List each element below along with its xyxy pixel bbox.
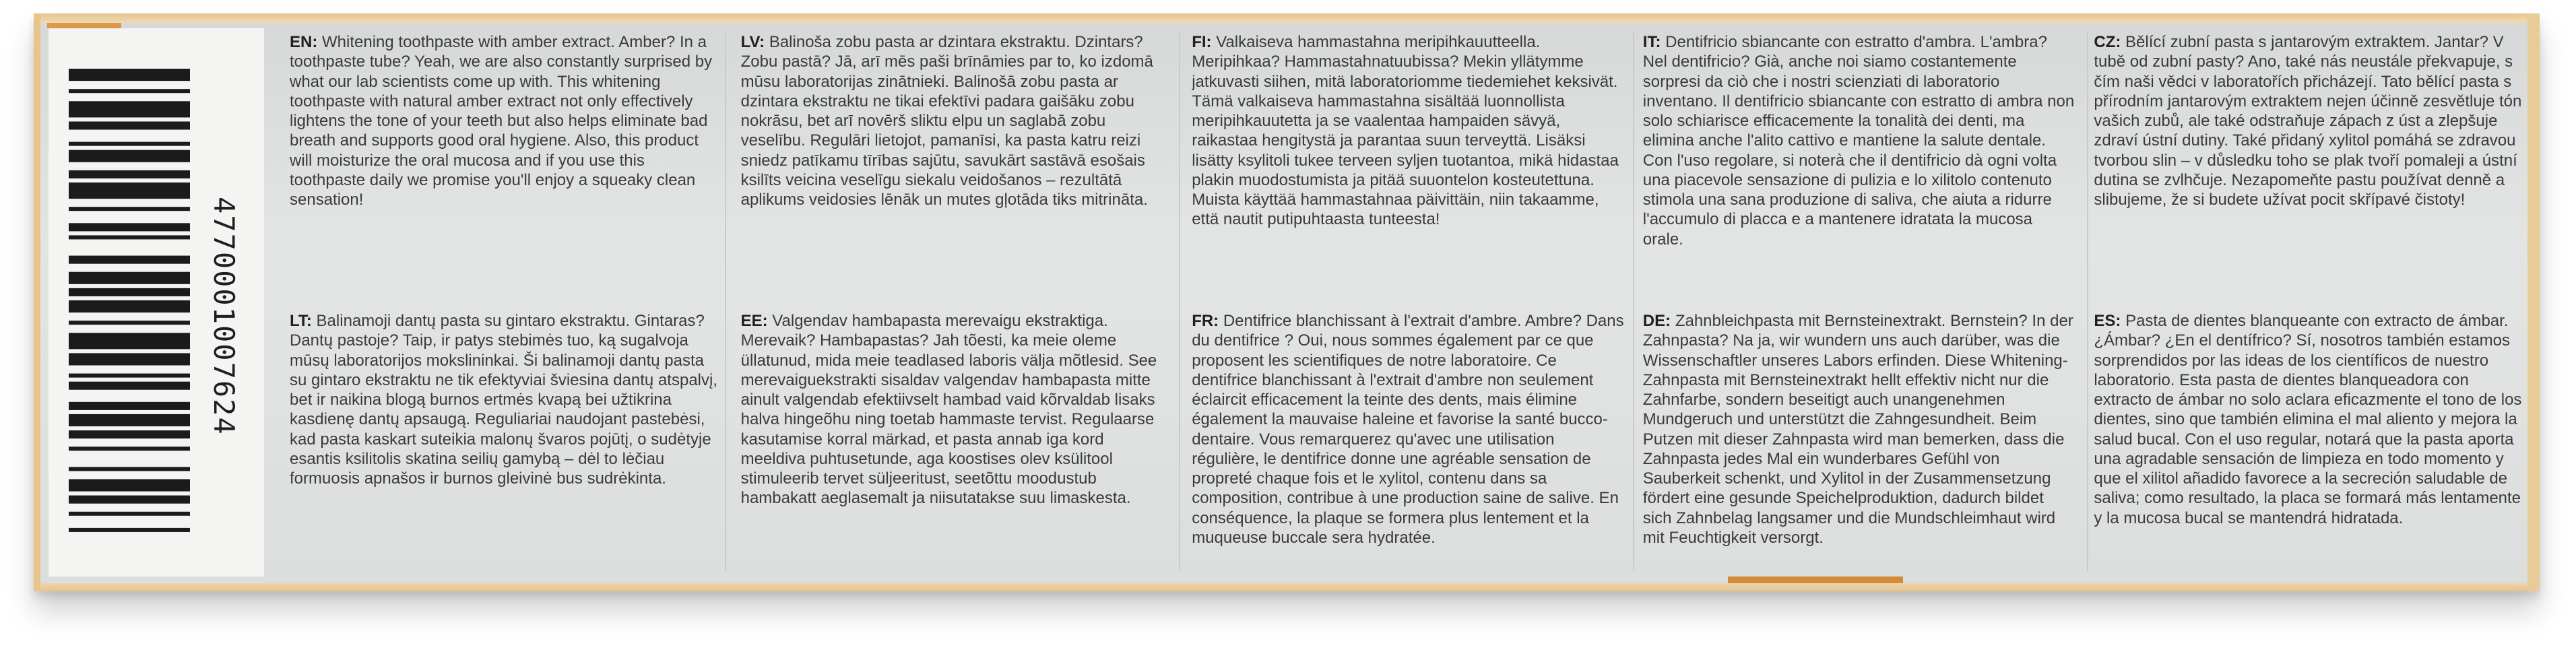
barcode-bar	[69, 479, 190, 491]
language-code: LV:	[740, 33, 765, 51]
language-code: DE:	[1642, 312, 1671, 330]
barcode-bar	[69, 402, 190, 410]
barcode-bar	[69, 121, 190, 129]
language-code: EE:	[740, 312, 768, 330]
barcode-bar	[69, 101, 190, 117]
barcode-bar	[69, 447, 190, 451]
language-code: ES:	[2094, 312, 2121, 330]
barcode-bar	[69, 430, 190, 438]
description-text: Dentifrice blanchissant à l'extrait d'ambre. Ambre? Dans du dentifrice ? Oui, nous sommes également par ce que proposent les scientifiques de notre laboratoire. Ce dentifrice blanchissant à l'extrait d'ambre non seulement éclaircit efficacement la teinte des dents, mais élimine également la mauvaise haleine et favorise la santé bucco-dentaire. Vous remarquerez qu'avec une utilisation régulière, le dentifrice donne une agréable sensation de propreté chaque fois et le xylitol, contenu dans sa composition, contribue à une production saine de salive. En conséquence, la plaque se formera plus lentement et la muqueuse buccale sera hydratée.	[1192, 312, 1624, 547]
barcode-bar	[69, 467, 190, 471]
language-code: FI:	[1192, 33, 1212, 51]
barcode-bar	[69, 382, 190, 390]
barcode-bar	[69, 207, 190, 211]
description-cz	[2094, 32, 2526, 299]
description-fr	[1192, 311, 1624, 578]
language-code: EN:	[290, 33, 318, 51]
language-code: CZ:	[2094, 33, 2121, 51]
barcode-number: 4770001007624	[207, 197, 240, 436]
description-text: Zahnbleichpasta mit Bernsteinextrakt. Bernstein? In der Zahnpasta? Na ja, wir wundern uns auch darüber, was die Wissenschaftler unseres Labors erfinden. Diese Whitening-Zahnpasta mit Bernsteinextrakt hellt effektiv nicht nur die Zahnfarbe, sondern beseitigt auch unangenehmen Mundgeruch und unterstützt die Zahngesundheit. Beim Putzen mit dieser Zahnpasta wird man bemerken, dass die Zahnpasta jedes Mal ein wunderbares Gefühl von Sauberkeit schenkt, und Xylitol in der Zusammensetzung fördert eine gesunde Speichelproduktion, dadurch bildet sich Zahnbelag langsamer und die Mundschleimhaut wird mit Feuchtigkeit versorgt.	[1642, 312, 2073, 547]
description-text: Bělící zubní pasta s jantarovým extraktem. Jantar? V tubě od zubní pasty? Ano, také nás neustále překvapuje, s čím naši vědci v laboratořích přicházejí. Tato bělící pasta s přírodním jantarovým extraktem nejen účinně zesvětluje tón vašich zubů, ale také odstraňuje zápach z úst a zlepšuje zdraví ústní dutiny. Také přidaný xylitol pomáhá se zdravou tvorbou slin – v důsledku toho se plak tvoří pomaleji a ústní dutina se zvlhčuje. Nezapomeňte pastu používat denně a slibujeme, že si budete užívat pocit skřípavé čistoty!	[2094, 33, 2522, 209]
barcode-bar	[69, 374, 190, 378]
multilingual-description-grid	[283, 32, 2533, 578]
description-ee	[741, 311, 1173, 578]
description-es	[2094, 311, 2526, 578]
description-fi	[1192, 32, 1624, 299]
barcode-bar	[69, 170, 190, 178]
barcode-bar	[69, 256, 190, 264]
amber-accent-stripe-top	[47, 23, 121, 28]
description-text: Pasta de dientes blanqueante con extracto de ámbar. ¿Ámbar? ¿En el dentífrico? Sí, nosotros también estamos sorprendidos por las ideas de los científicos de nuestro laboratorio. Esta pasta de dientes blanqueadora con extracto de ámbar no solo aclara eficazmente el tono de los dientes, sino que también elimina el mal aliento y mejora la salud bucal. Con el uso regular, notará que la pasta aporta una agradable sensación de limpieza en todo momento y que el xilitol añadido favorece a la secreción saludable de saliva; como resultado, la placa se formará más lentamente y la mucosa bucal se mantendrá hidratada.	[2094, 312, 2522, 527]
language-code: FR:	[1192, 312, 1219, 330]
barcode-bar	[69, 235, 190, 239]
barcode-bar	[69, 300, 190, 312]
description-text: Balinoša zobu pasta ar dzintara ekstraktu. Dzintars? Zobu pastā? Jā, arī mēs paši brīnāmies par to, ko izdomā mūsu laboratorijas zinātnieki. Balinošā zobu pasta ar dzintara ekstraktu ne tikai efektīvi padara gaišāku zobu nokrāsu, bet arī novērš sliktu elpu un saglabā zobu veselību. Regulāri lietojot, pamanīsi, ka pasta katru reizi sniedz patīkamu tīrības sajūtu, savukārt sastāvā esošais ksilīts veicina veselīgu siekalu veidošanos – rezultātā aplikums veidosies lēnāk un mutes gļotāda tiks mitrināta.	[740, 33, 1153, 209]
barcode-bar	[69, 223, 190, 231]
description-lt	[290, 311, 722, 578]
barcode-bar	[69, 528, 190, 532]
toothpaste-box-side-panel	[34, 13, 2540, 591]
description-text: Valkaiseva hammastahna meripihkauutteella. Meripihkaa? Hammastahnatuubissa? Mekin yllätymme jatkuvasti siihen, mitä laboratoriomme tiedemiehet keksivät. Tämä valkaiseva hammastahna sisältää luonnollista meripihkauutetta ja se vaalentaa hampaiden sävyä, raikastaa hengitystä ja parantaa suun terveyttä. Lisäksi lisätty ksylitoli tukee terveen syljen tuotantoa, mikä hidastaa plakin muodostumista ja pitää suuontelon kosteutettuna. Muista käyttää hammastahnaa päivittäin, niin takaamme, että nautit putipuhtaasta tunteesta!	[1192, 33, 1619, 229]
barcode-panel	[49, 28, 264, 576]
barcode-graphic	[69, 69, 190, 540]
description-text: Whitening toothpaste with amber extract. Amber? In a toothpaste tube? Yeah, we are also constantly surprised by what our lab scientists come up with. This whitening toothpaste with natural amber extract not only effectively lightens the tone of your teeth but also helps eliminate bad breath and supports good oral hygiene. Also, this product will moisturize the oral mucosa and if you use this toothpaste daily we promise you'll enjoy a squeaky clean sensation!	[290, 33, 713, 209]
description-it	[1643, 32, 2075, 299]
description-text: Balinamoji dantų pasta su gintaro ekstraktu. Gintaras? Dantų pastoje? Taip, ir patys stebimės tuo, ką sugalvoja mūsų laboratorijos mokslininkai. Ši balinamoji dantų pasta su gintaro ekstraktu ne tik efektyviai šviesina dantų atspalvį, bet ir naikina blogą burnos ertmės kvapą bei užtikrina kasdienę dantų apsaugą. Reguliariai naudojant pastebėsi, kad pasta kaskart suteikia malonų švaros pojūtį, o sudėtyje esantis ksilitolis skatina seilių gamybą – dėl to lėčiau formuosis apnašos ir burnos gleivinė bus sudrėkinta.	[290, 312, 717, 488]
description-en	[290, 32, 722, 299]
description-de	[1643, 311, 2075, 578]
barcode-bar	[69, 414, 190, 426]
barcode-bar	[69, 288, 190, 296]
language-code: IT:	[1642, 33, 1661, 51]
barcode-bar	[69, 150, 190, 162]
barcode-bar	[69, 496, 190, 504]
barcode-bar	[69, 333, 190, 349]
description-lv	[741, 32, 1173, 299]
description-text: Valgendav hambapasta merevaigu ekstraktiga. Merevaik? Hambapastas? Jah tõesti, ka meie oleme üllatunud, mida meie teadlased laboris välja mõtlesid. See merevaiguekstrakti sisaldav valgendav hambapasta mitte ainult valgendab efektiivselt hambad vaid kõrvaldab lisaks halva hingeõhu ning toetab hammaste tervist. Regulaarse kasutamise korral märkad, et pasta annab iga kord meeldiva puhtusetunde, aga koostises olev ksülitool stimuleerib tervet süljeeritust, seetõttu moodustub hambakatt aeglasemalt ja niisutatakse suu limaskesta.	[740, 312, 1157, 508]
description-text: Dentifricio sbiancante con estratto d'ambra. L'ambra? Nel dentifricio? Già, anche noi siamo costantemente sorpresi da ciò che i nostri scienziati di laboratorio inventano. Il dentifricio sbiancante con estratto di ambra non solo schiarisce efficacemente la tonalità dei denti, ma elimina anche l'alito cattivo e mantiene la salute dentale. Con l'uso regolare, si noterà che il dentifricio dà ogni volta una piacevole sensazione di pulizia e lo xilitolo contenuto stimola una sana produzione di saliva, che aiuta a ridurre l'accumulo di placca e a mantenere idratata la mucosa orale.	[1642, 33, 2075, 249]
barcode-bar	[69, 69, 190, 81]
language-code: LT:	[290, 312, 312, 330]
barcode-bar	[69, 272, 190, 284]
barcode-bar	[69, 321, 190, 325]
barcode-bar	[69, 89, 190, 93]
barcode-bar	[69, 142, 190, 146]
barcode-bar	[69, 512, 190, 516]
barcode-bar	[69, 353, 190, 365]
barcode-bar	[69, 183, 190, 199]
